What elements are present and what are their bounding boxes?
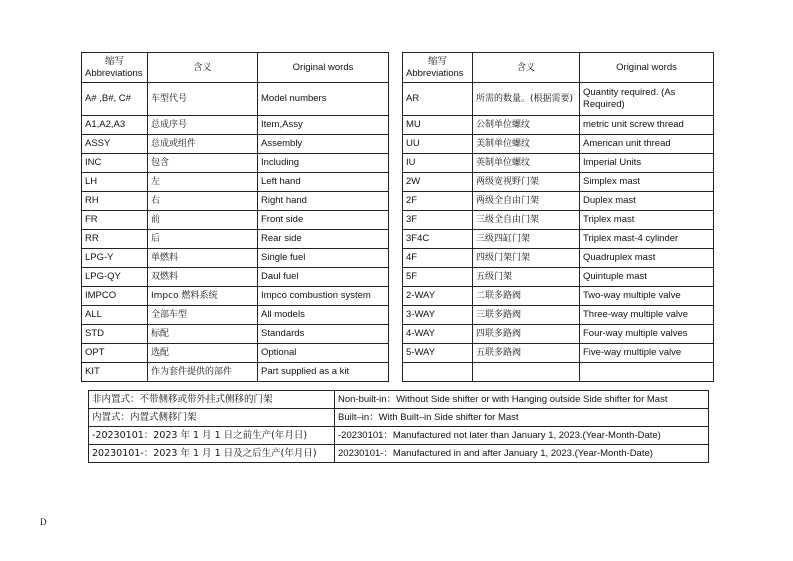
meaning-cell: 双燃料 — [148, 268, 258, 287]
table-row — [403, 135, 714, 154]
original-cell: Quantity required. (As Required) — [580, 83, 714, 116]
abbr-cell: ASSY — [82, 135, 148, 154]
original-cell: Single fuel — [258, 249, 389, 268]
table-row — [403, 287, 714, 306]
abbr-cell: 5-WAY — [403, 344, 473, 363]
original-cell: Assembly — [258, 135, 389, 154]
header-abbr-cn: 缩写 — [104, 55, 124, 67]
abbr-cell: AR — [403, 83, 473, 116]
abbr-cell: MU — [403, 116, 473, 135]
note-en: 20230101-：Manufactured in and after January 1, 2023.(Year-Month-Date) — [335, 445, 709, 463]
original-cell: Part supplied as a kit — [258, 363, 389, 382]
meaning-cell: 左 — [148, 173, 258, 192]
abbr-cell: LPG-Y — [82, 249, 148, 268]
original-cell: Right hand — [258, 192, 389, 211]
original-cell: Quintuple mast — [580, 268, 714, 287]
header-meaning: 含义 — [473, 53, 580, 83]
meaning-cell: 三联多路阀 — [473, 306, 580, 325]
meaning-cell: 右 — [148, 192, 258, 211]
header-abbreviation — [403, 53, 473, 83]
original-cell: Two-way multiple valve — [580, 287, 714, 306]
table-row — [403, 325, 714, 344]
original-cell: Rear side — [258, 230, 389, 249]
table-row — [82, 325, 389, 344]
header-abbr-en: Abbreviations — [85, 67, 143, 79]
abbr-cell: UU — [403, 135, 473, 154]
table-row — [82, 135, 389, 154]
abbr-cell: A1,A2,A3 — [82, 116, 148, 135]
table-row — [82, 344, 389, 363]
abbr-cell: LPG-QY — [82, 268, 148, 287]
table-row — [403, 344, 714, 363]
abbreviations-table-right — [402, 52, 714, 382]
original-cell: Quadruplex mast — [580, 249, 714, 268]
original-cell: Model numbers — [258, 83, 389, 116]
meaning-cell: 美制单位螺纹 — [473, 135, 580, 154]
table-row — [403, 363, 714, 382]
meaning-cell: 全部车型 — [148, 306, 258, 325]
abbr-cell: 5F — [403, 268, 473, 287]
abbr-cell: ALL — [82, 306, 148, 325]
note-row — [89, 409, 709, 427]
original-cell: Triplex mast — [580, 211, 714, 230]
note-cn: 20230101-：2023 年 1 月 1 日及之后生产(年月日) — [89, 445, 335, 463]
original-cell: Five-way multiple valve — [580, 344, 714, 363]
abbr-cell: KIT — [82, 363, 148, 382]
original-cell: Simplex mast — [580, 173, 714, 192]
table-row — [403, 230, 714, 249]
table-row — [82, 83, 389, 116]
original-cell: metric unit screw thread — [580, 116, 714, 135]
page-mark: D — [40, 517, 47, 527]
meaning-cell: 总成序号 — [148, 116, 258, 135]
abbr-cell: 2-WAY — [403, 287, 473, 306]
table-row — [82, 230, 389, 249]
meaning-cell: 前 — [148, 211, 258, 230]
original-cell: Four-way multiple valves — [580, 325, 714, 344]
meaning-cell: 五级门架 — [473, 268, 580, 287]
table-row — [403, 249, 714, 268]
note-cn: -20230101：2023 年 1 月 1 日之前生产(年月日) — [89, 427, 335, 445]
abbr-cell: 3F4C — [403, 230, 473, 249]
abbr-cell: A# ,B#, C# — [82, 83, 148, 116]
header-abbr-en: Abbreviations — [406, 67, 464, 79]
table-row — [403, 83, 714, 116]
table-row — [82, 154, 389, 173]
table-row — [82, 306, 389, 325]
table-row — [403, 116, 714, 135]
table-row — [82, 363, 389, 382]
abbr-cell: 2W — [403, 173, 473, 192]
header-original: Original words — [580, 53, 714, 83]
original-cell: Standards — [258, 325, 389, 344]
meaning-cell: 三级四缸门架 — [473, 230, 580, 249]
abbr-cell: FR — [82, 211, 148, 230]
abbr-cell: 3F — [403, 211, 473, 230]
meaning-cell: 四级门架门架 — [473, 249, 580, 268]
meaning-cell: 包含 — [148, 154, 258, 173]
meaning-cell: 公制单位螺纹 — [473, 116, 580, 135]
header-abbr-cn: 缩写 — [427, 55, 447, 67]
note-row — [89, 445, 709, 463]
meaning-cell: 所需的数量。(根据需要) — [473, 83, 580, 116]
meaning-cell: 标配 — [148, 325, 258, 344]
meaning-cell: Impco 燃料系统 — [148, 287, 258, 306]
note-en: -20230101：Manufactured not later than January 1, 2023.(Year-Month-Date) — [335, 427, 709, 445]
meaning-cell: 两级宽视野门架 — [473, 173, 580, 192]
meaning-cell: 四联多路阀 — [473, 325, 580, 344]
meaning-cell: 三级全自由门架 — [473, 211, 580, 230]
meaning-cell: 英制单位螺纹 — [473, 154, 580, 173]
original-cell: Impco combustion system — [258, 287, 389, 306]
original-cell: Front side — [258, 211, 389, 230]
note-en: Non-built-in：Without Side shifter or with Hanging outside Side shifter for Mast — [335, 391, 709, 409]
original-cell: Daul fuel — [258, 268, 389, 287]
table-row — [403, 173, 714, 192]
abbr-cell: RH — [82, 192, 148, 211]
original-cell: Imperial Units — [580, 154, 714, 173]
abbr-cell: IU — [403, 154, 473, 173]
notes-table — [88, 390, 709, 463]
header-original: Original words — [258, 53, 389, 83]
table-row — [82, 249, 389, 268]
table-row — [403, 192, 714, 211]
abbr-cell: LH — [82, 173, 148, 192]
note-row — [89, 427, 709, 445]
table-row — [403, 154, 714, 173]
abbr-cell: OPT — [82, 344, 148, 363]
table-row — [403, 306, 714, 325]
header-abbreviation — [82, 53, 148, 83]
original-cell: Including — [258, 154, 389, 173]
header-meaning: 含义 — [148, 53, 258, 83]
original-cell: Triplex mast-4 cylinder — [580, 230, 714, 249]
original-cell: Three-way multiple valve — [580, 306, 714, 325]
abbr-cell: 2F — [403, 192, 473, 211]
abbr-cell: 3-WAY — [403, 306, 473, 325]
abbr-cell: RR — [82, 230, 148, 249]
note-row — [89, 391, 709, 409]
abbr-cell: INC — [82, 154, 148, 173]
abbreviations-table-left — [81, 52, 389, 382]
abbr-cell: 4F — [403, 249, 473, 268]
table-row — [82, 116, 389, 135]
note-en: Built–in：With Built–in Side shifter for Mast — [335, 409, 709, 427]
meaning-cell: 后 — [148, 230, 258, 249]
meaning-cell: 单燃料 — [148, 249, 258, 268]
table-row — [403, 211, 714, 230]
note-cn: 非内置式：不带侧移或带外挂式侧移的门架 — [89, 391, 335, 409]
abbr-cell: 4-WAY — [403, 325, 473, 344]
original-cell — [580, 363, 714, 382]
abbr-cell: STD — [82, 325, 148, 344]
meaning-cell: 车型代号 — [148, 83, 258, 116]
meaning-cell: 两级全自由门架 — [473, 192, 580, 211]
table-row — [82, 287, 389, 306]
meaning-cell: 作为套件提供的部件 — [148, 363, 258, 382]
meaning-cell — [473, 363, 580, 382]
original-cell: Optional — [258, 344, 389, 363]
original-cell: Item,Assy — [258, 116, 389, 135]
meaning-cell: 二联多路阀 — [473, 287, 580, 306]
note-cn: 内置式：内置式侧移门架 — [89, 409, 335, 427]
table-row — [82, 211, 389, 230]
table-row — [403, 268, 714, 287]
original-cell: Left hand — [258, 173, 389, 192]
table-row — [82, 268, 389, 287]
original-cell: American unit thread — [580, 135, 714, 154]
table-row — [82, 173, 389, 192]
table-row — [82, 192, 389, 211]
abbr-cell — [403, 363, 473, 382]
meaning-cell: 选配 — [148, 344, 258, 363]
meaning-cell: 五联多路阀 — [473, 344, 580, 363]
original-cell: Duplex mast — [580, 192, 714, 211]
original-cell: All models — [258, 306, 389, 325]
meaning-cell: 总成或组件 — [148, 135, 258, 154]
abbr-cell: IMPCO — [82, 287, 148, 306]
